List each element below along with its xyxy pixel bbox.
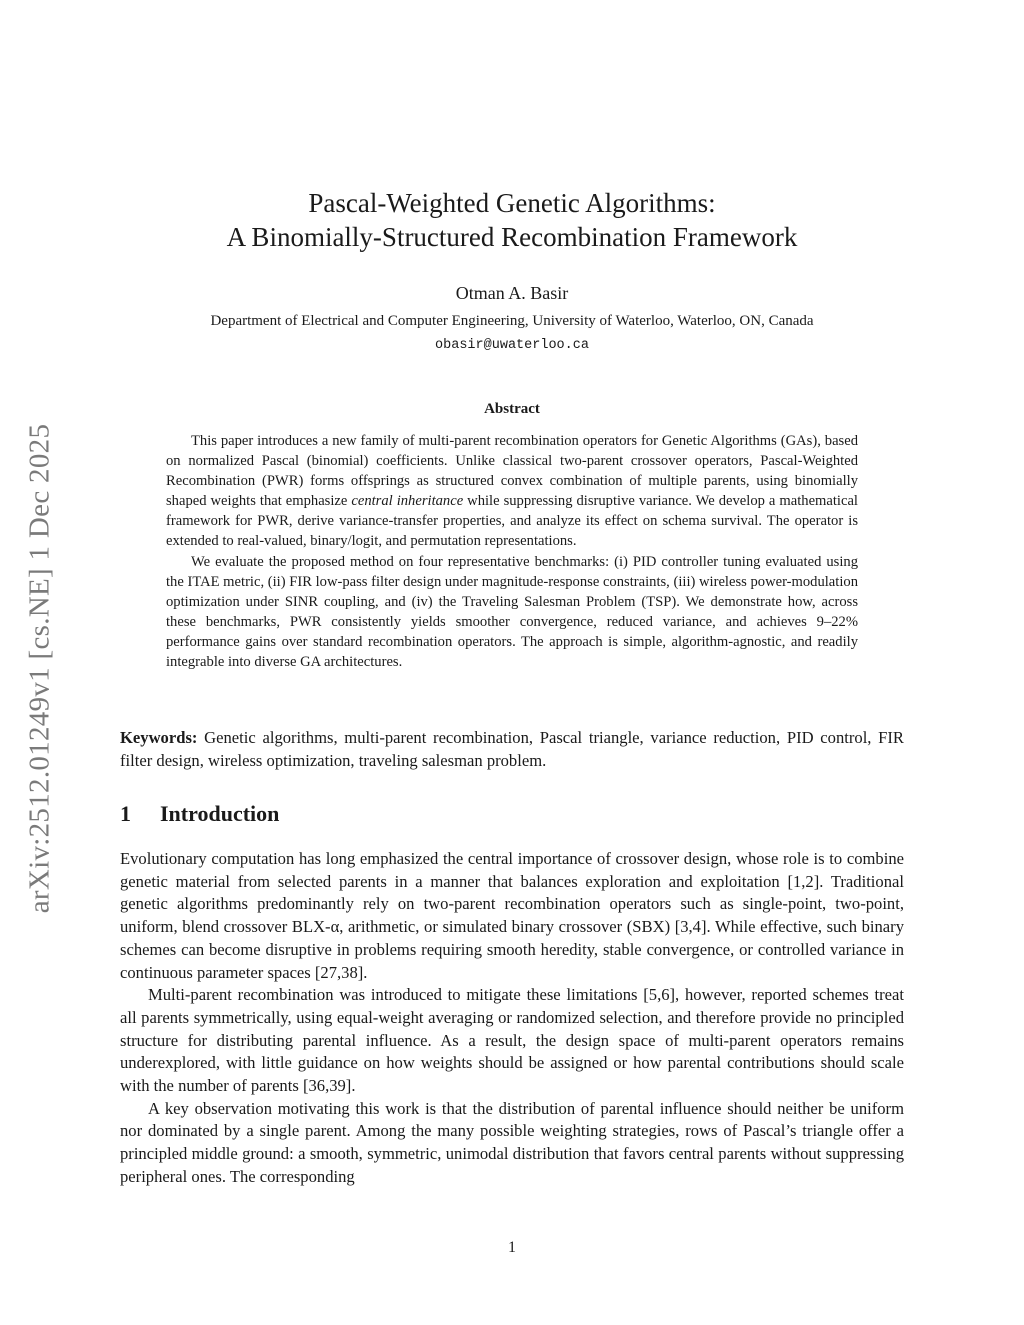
- keywords-label: Keywords:: [120, 728, 198, 747]
- author-name: Otman A. Basir: [455, 283, 569, 303]
- section-title: Introduction: [160, 801, 280, 826]
- arxiv-identifier-stamp: [22, 378, 58, 958]
- body-paragraph-1: Evolutionary computation has long emphasized the central importance of crossover design, whose role is to combine genetic material from selected parents in a manner that balances exploration and exploitation [1,2]. Traditional genetic algorithms predominantly rely on two-parent recombination operators such as single-point, two-point, uniform, blend crossover BLX-α, arithmetic, or simulated binary crossover (SBX) [3,4]. While effective, such binary schemes can become disruptive in problems requiring smooth heredity, stable convergence, or controlled variance in continuous parameter spaces [27,38].: [120, 849, 904, 982]
- abstract-paragraph-1-part-b: while suppressing disruptive variance. We develop a mathematical framework for PWR, derive variance-transfer properties, and analyze its effect on schema survival. The operator is extended to real-valued, binary/logit, and permutation representations.: [166, 493, 858, 550]
- keywords-text: Genetic algorithms, multi-parent recombination, Pascal triangle, variance reduction, PID control, FIR filter design, wireless optimization, traveling salesman problem.: [120, 728, 904, 770]
- body-paragraph-3: A key observation motivating this work is that the distribution of parental influence should neither be uniform nor dominated by a single parent. Among the many possible weighting strategies, rows of Pascal’s triangle offer a principled middle ground: a smooth, symmetric, unimodal distribution that favors central parents without suppressing peripheral ones. The corresponding: [120, 1098, 904, 1186]
- arxiv-identifier-text: arXiv:2512.01249v1 [cs.NE] 1 Dec 2025: [23, 423, 56, 913]
- abstract-paragraph-1: [166, 431, 858, 552]
- author-email: obasir@uwaterloo.ca: [435, 338, 589, 353]
- paper-title-line-2: A Binomially-Structured Recombination Framework: [226, 222, 798, 252]
- abstract-body: [166, 431, 858, 672]
- keywords-block: [120, 727, 904, 772]
- introduction-body: [120, 848, 904, 1189]
- section-heading-introduction: [120, 801, 279, 827]
- paper-title-line-1: Pascal-Weighted Genetic Algorithms:: [308, 188, 716, 218]
- abstract-paragraph-2: We evaluate the proposed method on four representative benchmarks: (i) PID controller tuning evaluated using the ITAE metric, (ii) FIR low-pass filter design under magnitude-response constraints, (iii) wireless power-modulation optimization under SINR coupling, and (iv) the Traveling Salesman Problem (TSP). We demonstrate how, across these benchmarks, PWR consistently yields smoother convergence, reduced variance, and achieves 9–22% performance gains over standard recombination operators. The approach is simple, algorithm-agnostic, and readily integrable into diverse GA architectures.: [166, 553, 858, 671]
- section-number: 1: [120, 801, 131, 826]
- abstract-emphasis: central inheritance: [351, 493, 464, 510]
- body-paragraph-2: Multi-parent recombination was introduced to mitigate these limitations [5,6], however, reported schemes treat all parents symmetrically, using equal-weight averaging or randomized selection, and therefore provide no principled structure for distributing parental influence. As a result, the design space of multi-parent operators remains underexplored, with little guidance on how weights should be assigned or how parental contributions should scale with the number of parents [36,39].: [120, 985, 904, 1096]
- author-affiliation: Department of Electrical and Computer Engineering, University of Waterloo, Waterloo, ON, Canada: [210, 313, 814, 329]
- paper-title: [120, 186, 904, 254]
- page-number: 1: [508, 1239, 516, 1256]
- abstract-heading: Abstract: [484, 401, 540, 417]
- abstract-paragraph-1-part-a: This paper introduces a new family of multi-parent recombination operators for Genetic Algorithms (GAs), based on normalized Pascal (binomial) coefficients. Unlike classical two-parent crossover operators, Pascal-Weighted Recombination (PWR) forms offsprings as structured convex combination of multiple parents, using binomially shaped weights that emphasize: [166, 433, 858, 510]
